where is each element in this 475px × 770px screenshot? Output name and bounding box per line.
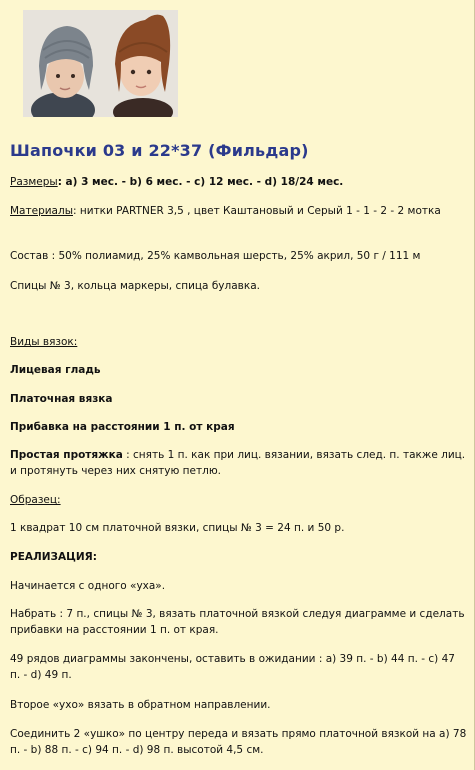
babies-in-hats-image [23,10,178,117]
psso-line [10,447,468,479]
realization-heading: РЕАЛИЗАЦИЯ: [10,551,97,563]
materials-line [10,203,468,219]
step-4: Второе «ухо» вязать в обратном направлении. [10,699,271,711]
sizes-label: Размеры [10,176,58,188]
composition-line: Состав : 50% полиамид, 25% камвольная шерсть, 25% акрил, 50 г / 111 м [10,250,421,262]
step-1: Начинается с одного «уха». [10,580,166,592]
gauge-heading: Образец: [10,494,61,506]
psso-text: : снять 1 п. как при лиц. вязании, вязать след. п. также лиц. и протянуть через них снятую петлю. [10,449,466,477]
materials-value: : нитки PARTNER 3,5 , цвет Каштановый и Серый 1 - 1 - 2 - 2 мотка [73,205,441,217]
needles-line: Спицы № 3, кольца маркеры, спица булавка. [10,280,260,292]
stitch-stockinette: Лицевая гладь [10,364,101,376]
gauge-line: 1 квадрат 10 см платочной вязки, спицы № 3 = 24 п. и 50 р. [10,522,345,534]
sizes-line [10,174,468,190]
stitch-increase: Прибавка на расстоянии 1 п. от края [10,421,235,433]
stitch-garter: Платочная вязка [10,393,113,405]
psso-label: Простая протяжка [10,449,123,461]
stitches-heading: Виды вязок: [10,336,78,348]
step-2: Набрать : 7 п., спицы № 3, вязать платочной вязкой следуя диаграмме и сделать прибавки на расстоянии 1 п. от края. [10,608,465,636]
step-3: 49 рядов диаграммы закончены, оставить в ожидании : а) 39 п. - b) 44 п. - с) 47 п. - d) 49 п. [10,653,455,681]
product-photo [23,10,178,117]
step-5: Соединить 2 «ушко» по центру переда и вязать прямо платочной вязкой на а) 78 п. - b) 88 п. - с) 94 п. - d) 98 п. высотой 4,5 см. [10,728,467,756]
page-title: Шапочки 03 и 22*37 (Фильдар) [10,141,309,160]
sizes-value: : а) 3 мес. - b) 6 мес. - с) 12 мес. - d) 18/24 мес. [57,176,344,188]
materials-label: Материалы [10,205,73,217]
